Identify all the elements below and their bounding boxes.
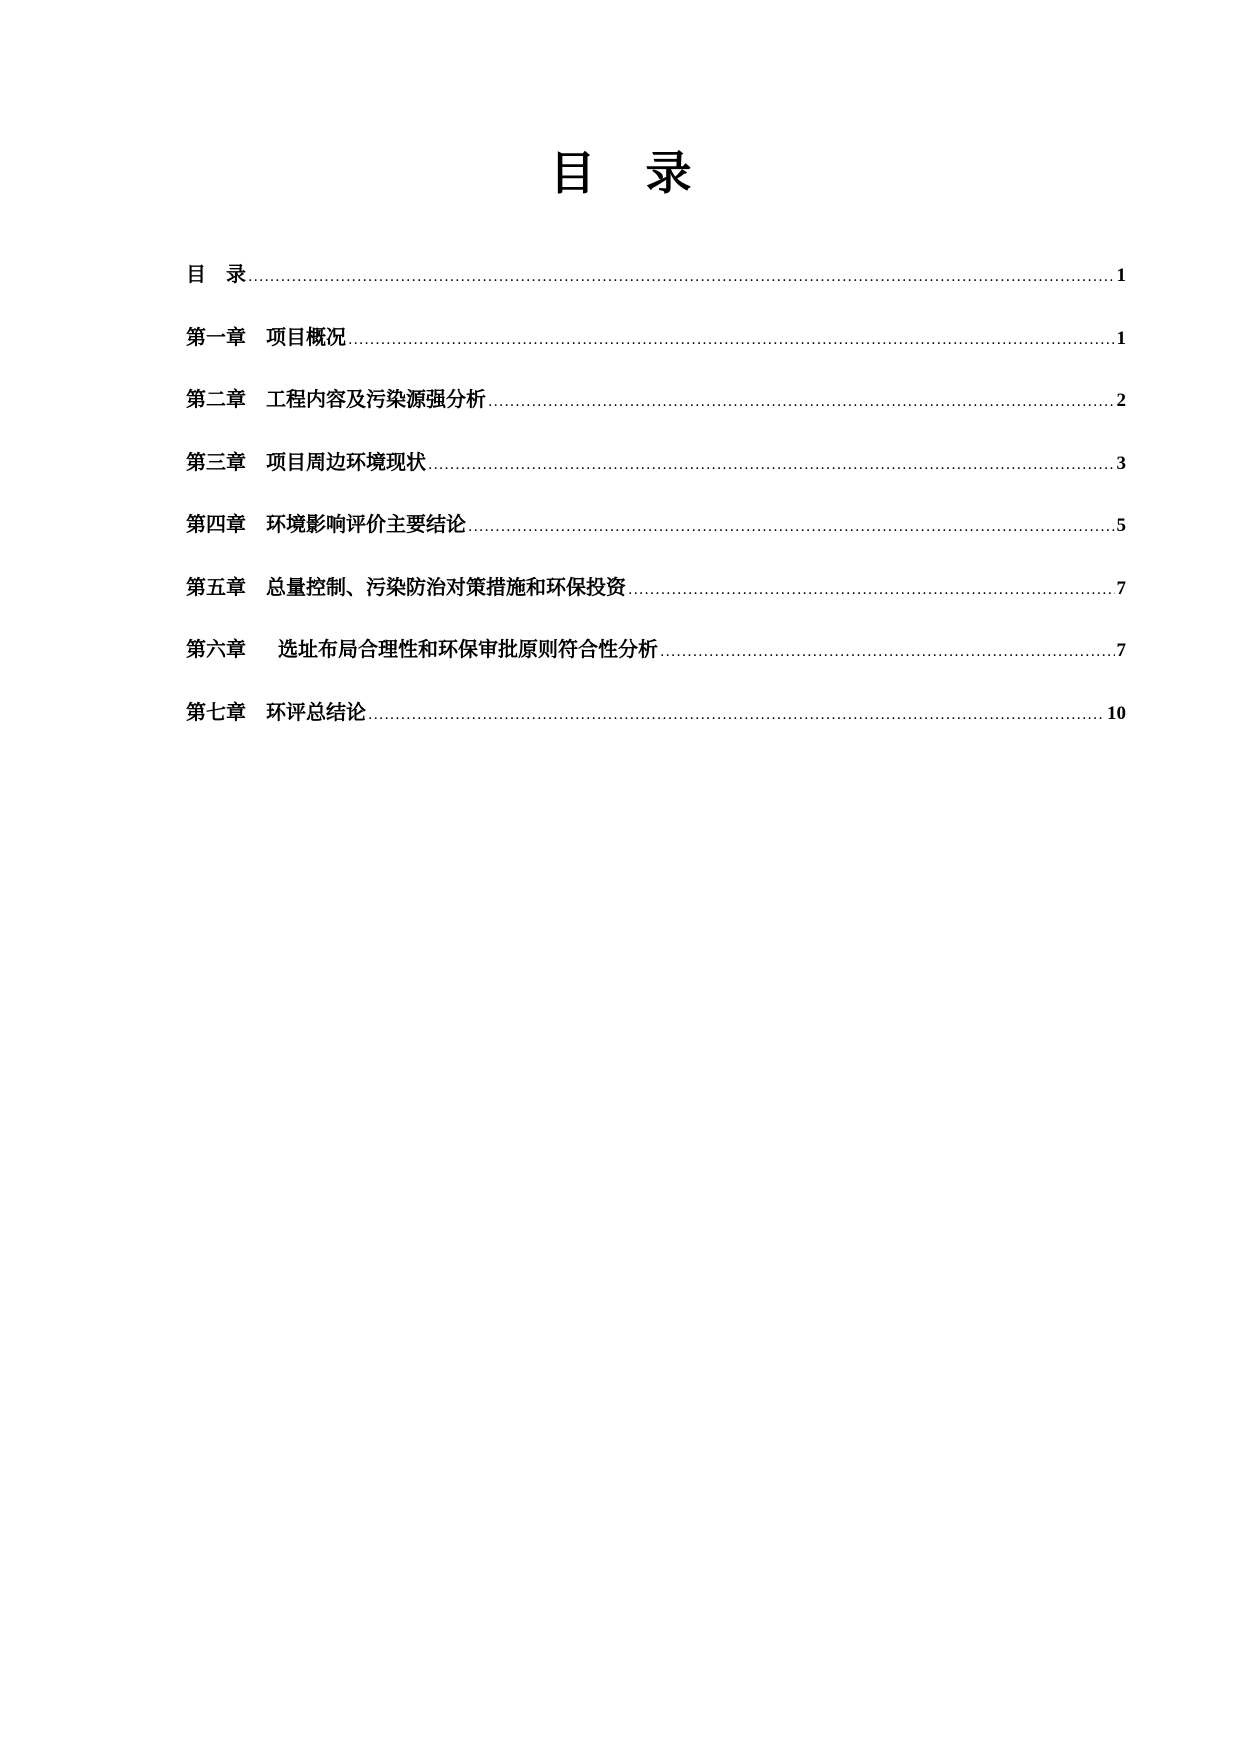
toc-entry-chapter-4[interactable] bbox=[186, 508, 1126, 571]
toc-dot-leader bbox=[628, 583, 1115, 597]
toc-page-number: 1 bbox=[1116, 327, 1126, 349]
toc-label: 录 bbox=[226, 262, 246, 286]
toc-chapter: 第七章 bbox=[186, 699, 246, 724]
toc-chapter: 第二章 bbox=[186, 387, 246, 411]
toc-dot-leader bbox=[660, 645, 1115, 659]
toc-dot-leader bbox=[428, 458, 1115, 472]
toc-chapter: 第六章 bbox=[186, 637, 246, 661]
table-of-contents bbox=[186, 258, 1126, 758]
toc-label: 项目概况 bbox=[266, 324, 346, 349]
toc-dot-leader bbox=[348, 333, 1115, 347]
toc-page-number: 5 bbox=[1116, 515, 1126, 536]
toc-page-number: 10 bbox=[1107, 702, 1126, 724]
toc-page-number: 1 bbox=[1116, 265, 1126, 286]
toc-label: 选址布局合理性和环保审批原则符合性分析 bbox=[278, 637, 658, 661]
toc-entry-chapter-3[interactable] bbox=[186, 446, 1126, 509]
toc-entry-chapter-5[interactable] bbox=[186, 571, 1126, 634]
toc-page-number: 7 bbox=[1116, 577, 1126, 599]
toc-entry-chapter-7[interactable] bbox=[186, 696, 1126, 759]
toc-entry-contents[interactable] bbox=[186, 258, 1126, 321]
toc-page-number: 7 bbox=[1116, 640, 1126, 661]
toc-label: 总量控制、污染防治对策措施和环保投资 bbox=[266, 574, 626, 599]
toc-entry-chapter-2[interactable] bbox=[186, 383, 1126, 446]
toc-label: 项目周边环境现状 bbox=[266, 449, 426, 474]
page-title-char-1: 目 bbox=[549, 146, 596, 200]
toc-dot-leader bbox=[488, 395, 1115, 409]
toc-page-number: 3 bbox=[1116, 452, 1126, 474]
toc-chapter: 第一章 bbox=[186, 324, 246, 349]
toc-label: 工程内容及污染源强分析 bbox=[266, 387, 486, 411]
toc-dot-leader bbox=[248, 270, 1115, 284]
toc-chapter: 第三章 bbox=[186, 449, 246, 474]
toc-label: 环评总结论 bbox=[266, 699, 366, 724]
toc-entry-chapter-1[interactable] bbox=[186, 321, 1126, 384]
toc-dot-leader bbox=[368, 708, 1105, 722]
toc-chapter: 第五章 bbox=[186, 574, 246, 599]
toc-chapter: 目 bbox=[186, 262, 206, 286]
toc-entry-chapter-6[interactable] bbox=[186, 633, 1126, 696]
toc-chapter: 第四章 bbox=[186, 512, 246, 536]
page-title-char-2: 录 bbox=[645, 146, 692, 200]
page-title bbox=[0, 145, 1241, 201]
toc-page-number: 2 bbox=[1116, 390, 1126, 411]
toc-dot-leader bbox=[468, 520, 1115, 534]
toc-label: 环境影响评价主要结论 bbox=[266, 512, 466, 536]
